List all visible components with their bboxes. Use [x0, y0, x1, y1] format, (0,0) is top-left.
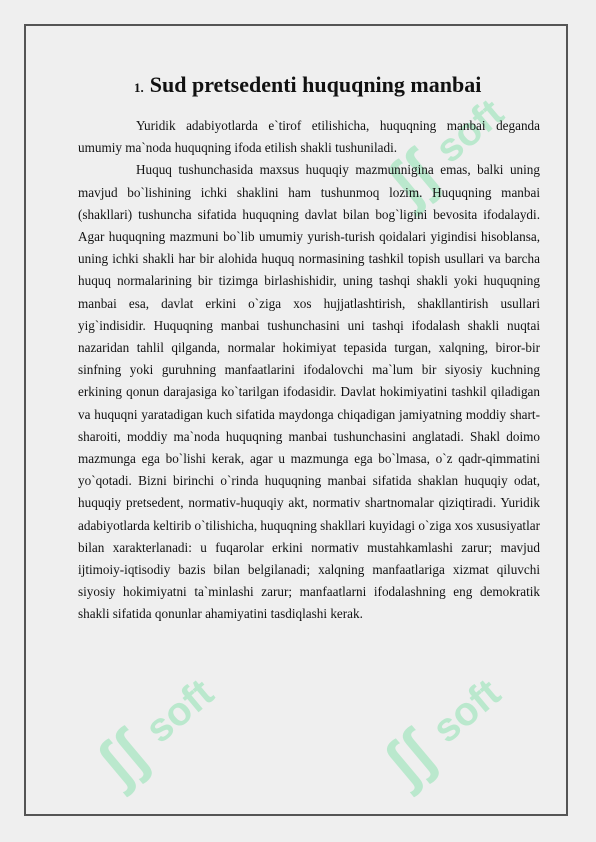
- svg-text:soft: soft: [427, 90, 512, 172]
- svg-text:soft: soft: [424, 670, 509, 752]
- svg-text:ʃʃ: ʃʃ: [374, 138, 451, 218]
- svg-text:ʃʃ: ʃʃ: [371, 718, 448, 798]
- section-title: Sud pretsedenti huquqning manbai: [149, 72, 482, 97]
- document-body: [78, 68, 540, 626]
- watermark-logo-icon: [365, 650, 535, 800]
- section-number: 1.: [134, 80, 144, 95]
- svg-text:soft: soft: [137, 670, 222, 752]
- paragraph: Yuridik adabiyotlarda e`tirof etilishicha, huquqning manbai deganda umumiy ma`noda huquqning ifoda etilish shakli tushuniladi.: [78, 118, 540, 156]
- watermark-logo-icon: [78, 650, 248, 800]
- paragraph: Huquq tushunchasida maxsus huquqiy mazmunnigina emas, balki uning mavjud bo`lishining ichki shaklini ham tushunmoq lozim. Huquqning manbai (shakllari) tushuncha sifatida huquqning davlat bilan bog`ligini bevosita ifodalaydi. Agar huquqning mazmuni bo`lib umumiy yurish-turish qoidalari yigindisi hisoblansa, uning ichki shakli har bir alohida huquq normasining tashkil topish usullari va barcha huquq normalarining bir tizimga birlashishidir, uning tashqi shakli yoki huquqning manbai esa, davlat erkini o`ziga xos hujjatlashtirish, shakllantirish usullari yig`indisidir. Huquqning manbai tushunchasini uni tashqi ifodalash shakli nuqtai nazaridan tahlil qilganda, normalar hokimiyat tepasida turgan, xalqning, biror-bir sinfning yoki guruhning manfaatlarini ifodalovchi ma`lum bir siyosiy kuchning erkining qonun darajasiga ko`tarilgan ifodasidir. Davlat hokimiyatini tashkil qiladigan va huquqni yaratadigan kuch sifatida maydonga chiqadigan jamiyatning moddiy shart-sharoiti, moddiy ma`noda huquqning manbai tushunchasini anglatadi. Shakl doimo mazmunga ega bo`lishi kerak, agar u mazmunga ega bo`lmasa, o`z qadr-qimmatini yo`qotadi. Bizni birinchi o`rinda huquqning manbai sifatida shaklan huquqiy odat, huquqiy pretsedent, normativ-huquqiy akt, normativ shartnomalar qiziqtiradi. Yuridik adabiyotlarda keltirib o`tilishicha, huquqning shakllari kuyidagi o`ziga xos xususiyatlar bilan xarakterlanadi: u fuqarolar erkini normativ mustahkamlashi zarur; mavjud ijtimoiy-iqtisodiy bazis bilan belgilanadi; xalqning manfaatlariga xizmat qiluvchi siyosiy hokimiyatni ta`minlashi zarur; manfaatlarni ifodalashning eng demokratik shakli sifatida qonunlar ahamiyatini tasdiqlashi kerak.: [78, 162, 540, 622]
- section-heading: [78, 68, 540, 105]
- svg-text:ʃʃ: ʃʃ: [84, 718, 161, 798]
